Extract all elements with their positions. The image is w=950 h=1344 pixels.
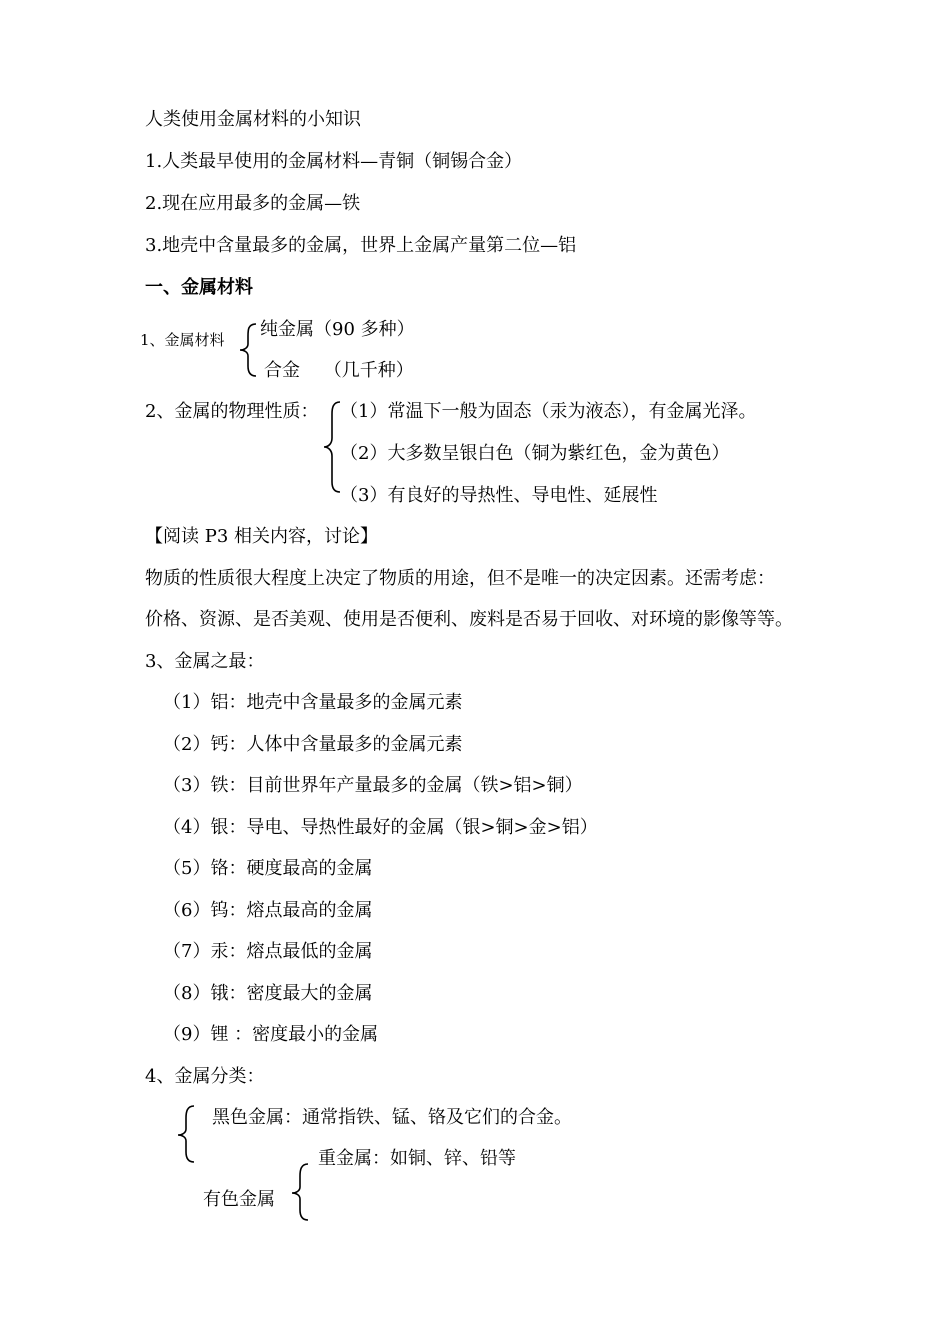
materials-brace xyxy=(238,322,258,382)
superlative-item-3: （3）铁：目前世界年产量最多的金属（铁>铝>铜） xyxy=(163,775,583,796)
physical-label: 2、金属的物理性质： xyxy=(145,401,319,422)
materials-option-alloy: 合金 （几千种） xyxy=(264,360,414,381)
physical-brace xyxy=(322,400,342,496)
reading-line-1: 物质的性质很大程度上决定了物质的用途，但不是唯一的决定因素。还需考虑： xyxy=(145,568,775,589)
physical-item-2: （2）大多数呈银白色（铜为紫红色，金为黄色） xyxy=(340,443,730,464)
superlative-item-2: （2）钙：人体中含量最多的金属元素 xyxy=(163,734,463,755)
superlative-item-1: （1）铝：地壳中含量最多的金属元素 xyxy=(163,692,463,713)
superlative-item-5: （5）铬：硬度最高的金属 xyxy=(163,858,373,879)
intro-item-2: 2.现在应用最多的金属—铁 xyxy=(145,193,361,214)
intro-item-1: 1.人类最早使用的金属材料—青铜（铜锡合金） xyxy=(145,151,523,172)
section-heading: 一、金属材料 xyxy=(145,277,253,298)
materials-option-pure: 纯金属（90 多种） xyxy=(260,319,415,340)
classification-brace xyxy=(176,1104,196,1166)
superlative-item-6: （6）钨：熔点最高的金属 xyxy=(163,900,373,921)
superlative-item-4: （4）银：导电、导热性最好的金属（银>铜>金>铝） xyxy=(163,817,598,838)
materials-label: 1、金属材料 xyxy=(140,331,225,349)
reading-title: 【阅读 P3 相关内容，讨论】 xyxy=(145,526,379,547)
nonferrous-brace xyxy=(290,1162,310,1224)
heavy-metal: 重金属：如铜、锌、铅等 xyxy=(318,1148,516,1169)
intro-title: 人类使用金属材料的小知识 xyxy=(145,109,361,130)
classification-label: 4、金属分类： xyxy=(145,1066,265,1087)
ferrous-metal: 黑色金属：通常指铁、锰、铬及它们的合金。 xyxy=(212,1107,572,1128)
superlative-item-7: （7）汞：熔点最低的金属 xyxy=(163,941,373,962)
reading-line-2: 价格、资源、是否美观、使用是否便利、废料是否易于回收、对环境的影像等等。 xyxy=(145,609,793,630)
nonferrous-metal: 有色金属 xyxy=(203,1189,275,1210)
physical-item-3: （3）有良好的导热性、导电性、延展性 xyxy=(340,485,658,506)
superlative-item-9: （9）锂 ：密度最小的金属 xyxy=(163,1024,379,1045)
superlative-item-8: （8）锇：密度最大的金属 xyxy=(163,983,373,1004)
superlatives-label: 3、金属之最： xyxy=(145,651,265,672)
intro-item-3: 3.地壳中含量最多的金属，世界上金属产量第二位—铝 xyxy=(145,235,577,256)
physical-item-1: （1）常温下一般为固态（汞为液态），有金属光泽。 xyxy=(340,401,757,422)
